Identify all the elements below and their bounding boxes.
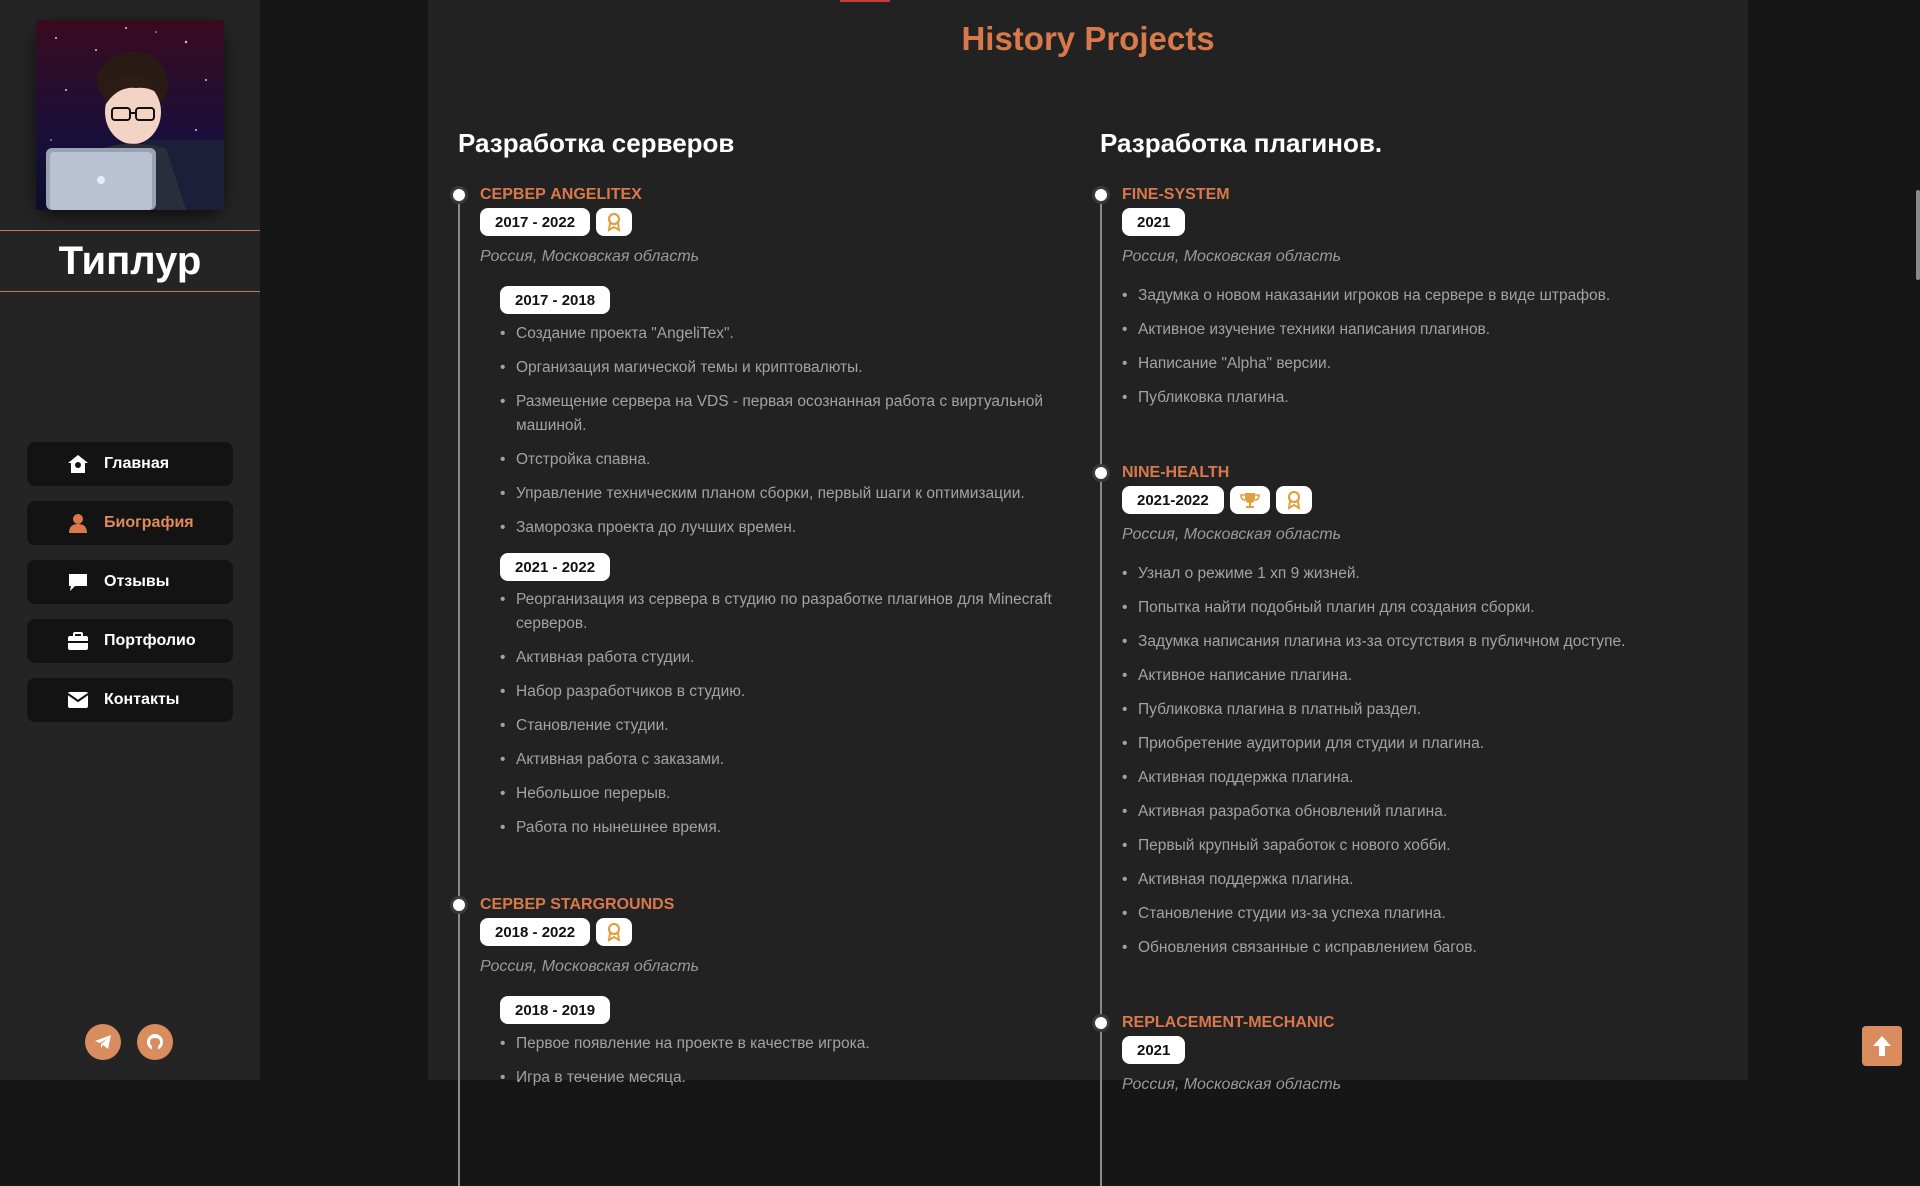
briefcase-icon [66,629,90,653]
medal-icon [596,208,632,236]
social-github[interactable] [137,1024,173,1060]
list-item: • Игра в течение месяца. [500,1066,1060,1090]
column-title: Разработка плагинов. [1100,128,1383,158]
list-item: • Небольшое перерыв. [500,782,1060,806]
list-item: • Набор разработчиков в студию. [500,680,1060,704]
project-name: FINE-SYSTEM [1122,186,1230,203]
list-item: • Первый крупный заработок с нового хобби. [1122,834,1682,858]
telegram-icon[interactable] [85,1024,121,1060]
list-item: • Задумка о новом наказании игроков на сервере в виде штрафов. [1122,284,1682,308]
period-badge: 2021 [1122,208,1185,236]
home-icon [66,452,90,476]
nav-label: Контакты [104,691,180,708]
phase-list [500,1032,1060,1100]
avatar-image [36,20,224,210]
project-badges [480,918,638,946]
period-badge: 2018 - 2022 [480,918,590,946]
project-name: СЕРВЕР ANGELITEX [480,186,642,203]
timeline-line [1100,186,1102,1186]
period-badge: 2021 [1122,1036,1185,1064]
list-item: • Задумка написания плагина из-за отсутствия в публичном доступе. [1122,630,1682,654]
scrollbar-thumb[interactable] [1916,190,1920,280]
list-item: • Первое появление на проекте в качестве игрока. [500,1032,1060,1056]
list-item: • Активная работа с заказами. [500,748,1060,772]
phase-badge: 2017 - 2018 [500,286,610,314]
list-item: • Написание "Alpha" версии. [1122,352,1682,376]
list-item: • Активная работа студии. [500,646,1060,670]
list-item: • Работа по нынешнее время. [500,816,1060,840]
project-badges [1122,486,1318,514]
timeline-dot [1092,186,1110,204]
phase-list [500,322,1060,550]
top-accent-line [840,0,890,2]
nav-item-biography[interactable] [27,501,233,545]
list-item: • Организация магической темы и криптовалюты. [500,356,1060,380]
nav-label: Главная [104,455,170,472]
list-item: • Становление студии. [500,714,1060,738]
project-name: NINE-HEALTH [1122,464,1230,481]
arrow-up-icon [1872,1035,1892,1057]
timeline-dot [1092,1014,1110,1032]
list-item: • Управление техническим планом сборки, первый шаги к оптимизации. [500,482,1060,506]
timeline-dot [450,896,468,914]
list-item: • Обновления связанные с исправлением багов. [1122,936,1682,960]
medal-icon [1276,486,1312,514]
list-item: • Публиковка плагина в платный раздел. [1122,698,1682,722]
envelope-icon [66,688,90,712]
period-badge: 2021-2022 [1122,486,1224,514]
project-location: Россия, Московская область [1122,248,1342,265]
phase-badge: 2021 - 2022 [500,553,610,581]
column-title: Разработка серверов [458,128,735,158]
page-title: History Projects [961,20,1215,57]
nav-item-contacts[interactable] [27,678,233,722]
project-badges [1122,208,1191,236]
social-telegram[interactable] [85,1024,121,1060]
project-location: Россия, Московская область [480,958,700,975]
profile-name: Типлур [58,238,202,283]
nav-item-reviews[interactable] [27,560,233,604]
nav-label: Биография [104,514,194,531]
medal-icon [596,918,632,946]
timeline [458,186,1052,1186]
nav-label: Портфолио [104,632,196,649]
avatar [36,20,224,210]
project-name: REPLACEMENT-MECHANIC [1122,1014,1335,1031]
project-list [1122,284,1682,420]
phase-badge: 2018 - 2019 [500,996,610,1024]
phase-list [500,588,1060,850]
list-item: • Активная поддержка плагина. [1122,766,1682,790]
main-content [428,0,1748,1093]
nav-label: Отзывы [104,573,170,590]
project-location: Россия, Московская область [1122,1076,1342,1093]
user-icon [66,511,90,535]
project-badges [1122,1036,1191,1064]
list-item: • Создание проекта "AngeliTex". [500,322,1060,346]
project-list [1122,562,1682,970]
project-location: Россия, Московская область [1122,526,1342,543]
list-item: • Становление студии из-за успеха плагина. [1122,902,1682,926]
period-badge: 2017 - 2022 [480,208,590,236]
timeline-line [458,186,460,1186]
scroll-to-top-button[interactable] [1862,1026,1902,1066]
list-item: • Узнал о режиме 1 хп 9 жизней. [1122,562,1682,586]
project-badges [480,208,638,236]
sidebar-nav [27,442,233,737]
list-item: • Активная разработка обновлений плагина. [1122,800,1682,824]
list-item: • Активное изучение техники написания плагинов. [1122,318,1682,342]
plugins-column [1070,128,1680,1093]
list-item: • Попытка найти подобный плагин для создания сборки. [1122,596,1682,620]
list-item: • Реорганизация из сервера в студию по разработке плагинов для Minecraft серверов. [500,588,1060,636]
github-icon[interactable] [137,1024,173,1060]
nav-item-portfolio[interactable] [27,619,233,663]
list-item: • Публиковка плагина. [1122,386,1682,410]
timeline-dot [1092,464,1110,482]
servers-column [428,128,1052,1086]
list-item: • Активное написание плагина. [1122,664,1682,688]
timeline [1100,186,1680,1186]
nav-item-home[interactable] [27,442,233,486]
sidebar [0,0,260,1080]
trophy-icon [1230,486,1270,514]
timeline-dot [450,186,468,204]
profile-name-block [0,230,260,292]
project-location: Россия, Московская область [480,248,700,265]
project-name: СЕРВЕР STARGROUNDS [480,896,675,913]
comment-icon [66,570,90,594]
list-item: • Заморозка проекта до лучших времен. [500,516,1060,540]
list-item: • Активная поддержка плагина. [1122,868,1682,892]
list-item: • Приобретение аудитории для студии и плагина. [1122,732,1682,756]
list-item: • Отстройка спавна. [500,448,1060,472]
list-item: • Размещение сервера на VDS - первая осознанная работа с виртуальной машиной. [500,390,1060,438]
